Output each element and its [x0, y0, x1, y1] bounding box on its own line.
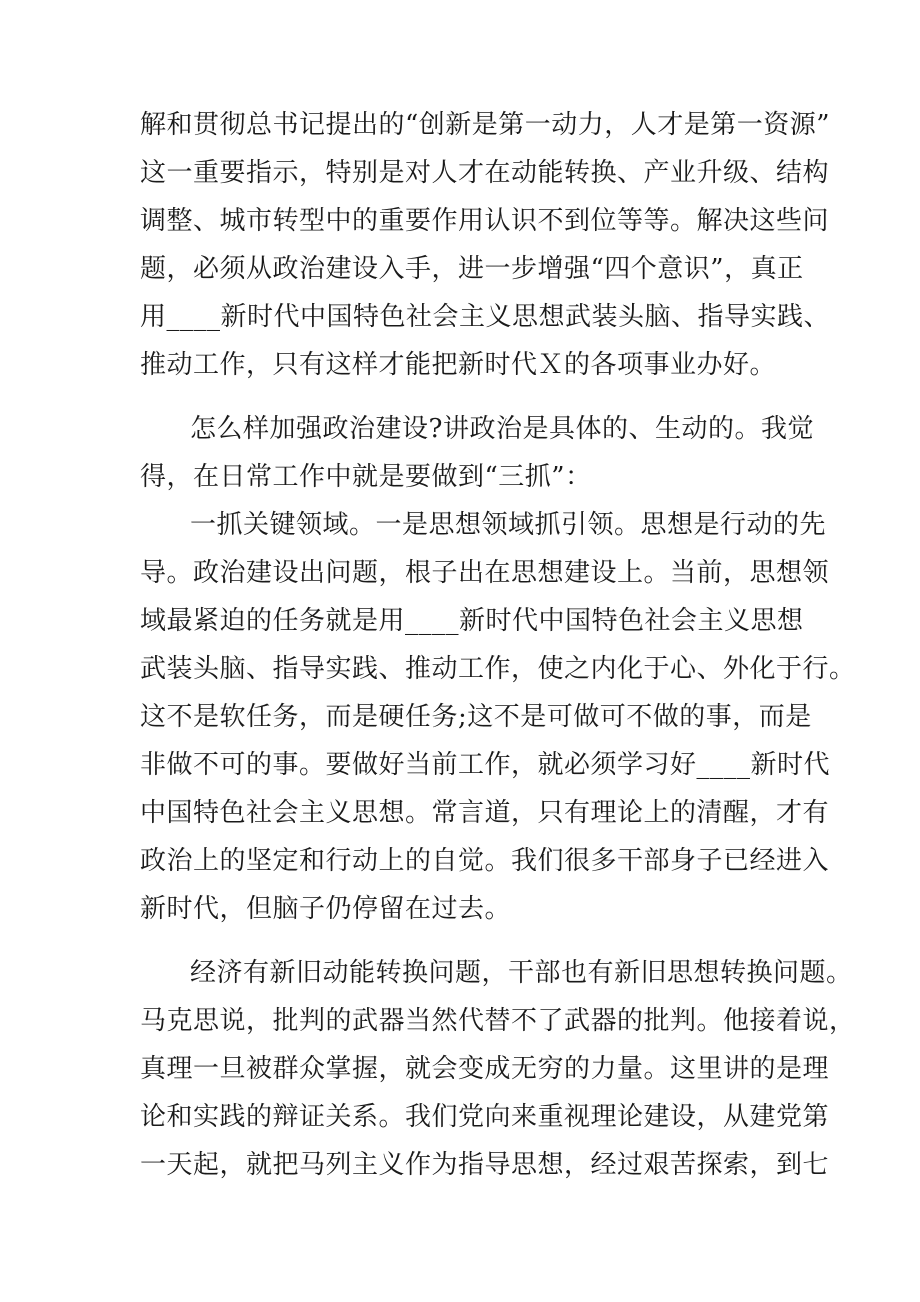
text-line: 一抓关键领域。一是思想领域抓引领。思想是行动的先 [190, 510, 827, 540]
text-line: 解和贯彻总书记提出的“创新是第一动力，人才是第一资源” [140, 110, 831, 140]
text-line: 一天起，就把马列主义作为指导思想，经过艰苦探索，到七 [140, 1150, 830, 1180]
text-line: 这不是软任务，而是硬任务;这不是可做可不做的事，而是 [140, 702, 812, 732]
text-line: 题，必须从政治建设入手，进一步增强“四个意识”，真正 [140, 254, 804, 284]
text-line: 这一重要指示，特别是对人才在动能转换、产业升级、结构 [140, 158, 830, 188]
text-line: 非做不可的事。要做好当前工作，就必须学习好____新时代 [140, 750, 831, 780]
text-line: 怎么样加强政治建设?讲政治是具体的、生动的。我觉 [190, 414, 814, 444]
paragraph-4 [140, 949, 856, 1189]
document-body [140, 101, 856, 1189]
text-line: 经济有新旧动能转换问题，干部也有新旧思想转换问题。 [190, 958, 853, 988]
text-line: 导。政治建设出问题，根子出在思想建设上。当前，思想领 [140, 558, 830, 588]
text-line: 政治上的坚定和行动上的自觉。我们很多干部身子已经进入 [140, 846, 830, 876]
paragraph-2 [140, 405, 814, 501]
paragraph-spacing [140, 389, 782, 405]
paragraph-3 [140, 501, 856, 933]
text-line: 真理一旦被群众掌握，就会变成无穷的力量。这里讲的是理 [140, 1054, 830, 1084]
text-line: 推动工作，只有这样才能把新时代Ｘ的各项事业办好。 [140, 350, 777, 380]
text-line: 武装头脑、指导实践、推动工作，使之内化于心、外化于行。 [140, 654, 856, 684]
text-line: 用____新时代中国特色社会主义思想武装头脑、指导实践、 [140, 302, 831, 332]
text-line: 马克思说，批判的武器当然代替不了武器的批判。他接着说， [140, 1006, 856, 1036]
text-line: 得，在日常工作中就是要做到“三抓”： [140, 462, 592, 492]
paragraph-spacing [140, 933, 782, 949]
text-line: 论和实践的辩证关系。我们党向来重视理论建设，从建党第 [140, 1102, 830, 1132]
text-line: 新时代，但脑子仍停留在过去。 [140, 894, 512, 924]
text-line: 调整、城市转型中的重要作用认识不到位等等。解决这些问 [140, 206, 830, 236]
text-line: 中国特色社会主义思想。常言道，只有理论上的清醒，才有 [140, 798, 830, 828]
text-line: 域最紧迫的任务就是用____新时代中国特色社会主义思想 [140, 606, 804, 636]
paragraph-1 [140, 101, 831, 389]
